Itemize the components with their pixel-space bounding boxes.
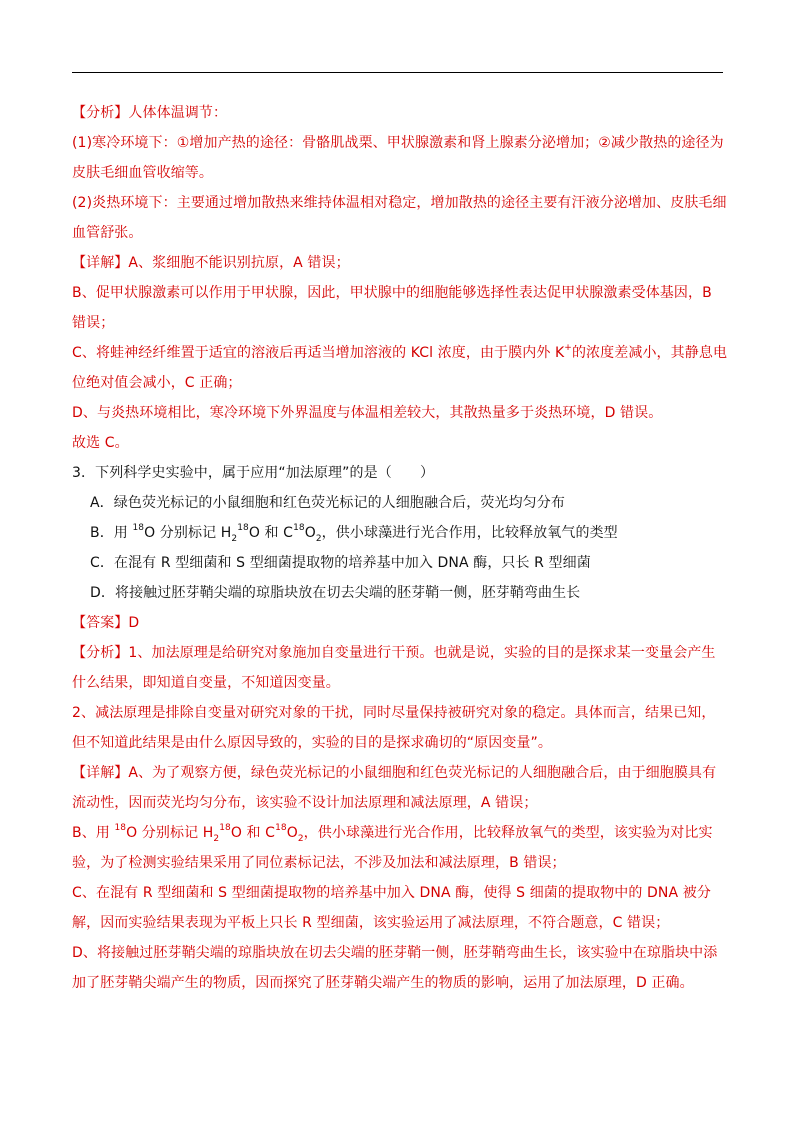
detail2-b: B、用 $^{18}$O 分别标记 $H_2^{18}O$ 和 $C^{18}O_2$，供小球藻进行光合作用，比较释放氧气的类型，该实验为对比实验，为了检测实验结果采用了同位素标记法，不涉及加法和减法原理，B 错误； <box>72 823 713 871</box>
option-a: A．绿色荧光标记的小鼠细胞和红色荧光标记的人细胞融合后，荧光均匀分布 <box>90 495 565 511</box>
detail-d: D、与炎热环境相比，寒冷环境下外界温度与体温相差较大，其散热量多于炎热环境，D 错误。 <box>72 405 663 421</box>
option-d: D．将接触过胚芽鞘尖端的琼脂块放在切去尖端的胚芽鞘一侧，胚芽鞘弯曲生长 <box>90 585 581 601</box>
choice: 故选 C。 <box>72 435 129 451</box>
analysis-subtraction: 2、减法原理是排除自变量对研究对象的干扰，同时尽量保持被研究对象的稳定。具体而言，结果已知，但不知道此结果是由什么原因导致的，实验的目的是探求确切的“原因变量”。 <box>72 705 716 751</box>
detail-c: C、将蛙神经纤维置于适宜的溶液后再适当增加溶液的 KCl 浓度，由于膜内外 K+的浓度差减小，其静息电位绝对值会减小，C 正确； <box>72 343 728 391</box>
question-3-stem: 3．下列科学史实验中，属于应用“加法原理”的是（ ） <box>72 465 435 481</box>
detail-b: B、促甲状腺激素可以作用于甲状腺，因此，甲状腺中的细胞能够选择性表达促甲状腺激素受体基因，B 错误； <box>72 285 712 331</box>
analysis-cold: (1)寒冷环境下：①增加产热的途径：骨骼肌战栗、甲状腺激素和肾上腺素分泌增加；②减少散热的途径为皮肤毛细血管收缩等。 <box>72 135 724 181</box>
detail2-a: 【详解】A、为了观察方便，绿色荧光标记的小鼠细胞和红色荧光标记的人细胞融合后，由于细胞膜具有流动性，因而荧光均匀分布，该实验不设计加法原理和减法原理，A 错误； <box>72 765 717 811</box>
header-rule <box>72 72 723 73</box>
answer: 【答案】D <box>72 615 140 631</box>
option-c: C．在混有 R 型细菌和 S 型细菌提取物的培养基中加入 DNA 酶，只长 R 型细菌 <box>90 555 591 571</box>
analysis-hot: (2)炎热环境下：主要通过增加散热来维持体温相对稳定，增加散热的途径主要有汗液分泌增加、皮肤毛细血管舒张。 <box>72 195 727 241</box>
detail2-d: D、将接触过胚芽鞘尖端的琼脂块放在切去尖端的胚芽鞘一侧，胚芽鞘弯曲生长，该实验中在琼脂块中添加了胚芽鞘尖端产生的物质，因而探究了胚芽鞘尖端产生的物质的影响，运用了加法原理，D 正确。 <box>72 945 718 991</box>
analysis-heading: 【分析】人体体温调节： <box>72 105 228 121</box>
detail2-c: C、在混有 R 型细菌和 S 型细菌提取物的培养基中加入 DNA 酶，使得 S 细菌的提取物中的 DNA 被分解，因而实验结果表现为平板上只长 R 型细菌，该实验运用了减法原理，不符合题意，C 错误； <box>72 885 711 931</box>
option-b: B．用 $^{18}$O 分别标记 $H_2^{18}O$ 和 $C^{18}O_2$，供小球藻进行光合作用，比较释放氧气的类型 <box>90 523 618 544</box>
document-body <box>72 98 728 998</box>
analysis-addition: 【分析】1、加法原理是给研究对象施加自变量进行干预。也就是说，实验的目的是探求某一变量会产生什么结果，即知道自变量，不知道因变量。 <box>72 645 716 691</box>
detail-a: 【详解】A、浆细胞不能识别抗原，A 错误； <box>72 255 350 271</box>
